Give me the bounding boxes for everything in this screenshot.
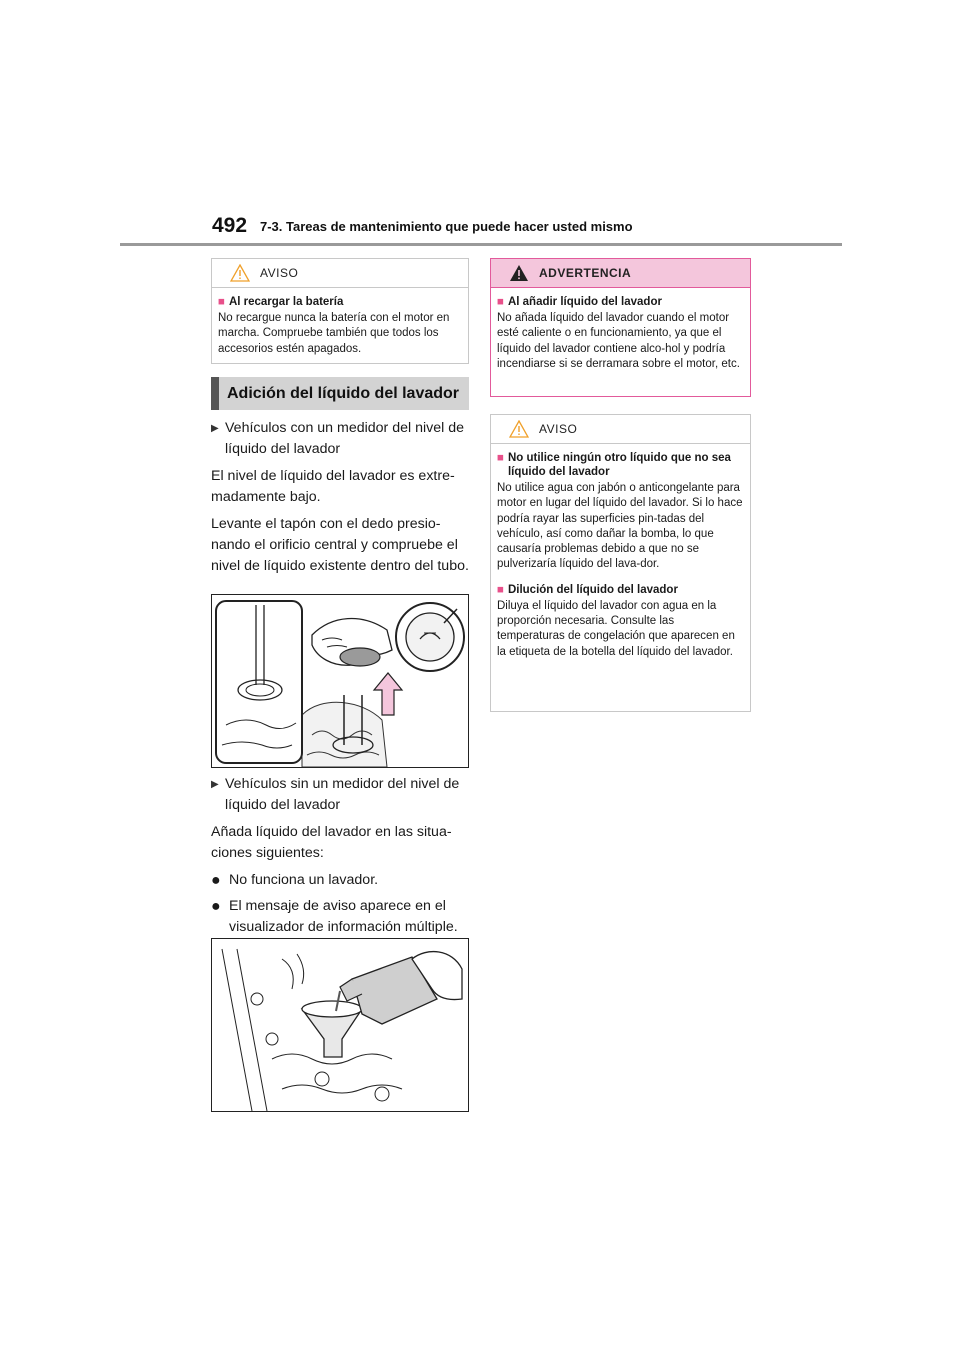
caution-subtitle: ■ Al recargar la batería — [218, 296, 344, 308]
bullet-dot-icon: ● — [211, 872, 221, 889]
caution-triangle-icon — [509, 420, 529, 438]
warning-subtitle: ■ Al añadir líquido del lavador — [497, 296, 662, 308]
bullet-washer-not-working: ● No funciona un lavador. — [211, 872, 379, 889]
caution-subtitle-other-fluid: ■ No utilice ningún otro líquido que no sea líquido del lavador — [497, 452, 731, 478]
illustration-gauge-cap — [211, 594, 469, 768]
caution-subtitle-dilution: ■ Dilución del líquido del lavador — [497, 583, 678, 596]
illustration-pouring-fluid — [211, 938, 469, 1112]
paragraph-level-low: El nivel de líquido del lavador es extre-madamente bajo. — [211, 468, 455, 505]
caution-label: AVISO — [539, 422, 578, 436]
caution-label: AVISO — [260, 266, 299, 280]
caution-box-fluid — [490, 414, 751, 712]
main-text-top — [211, 418, 471, 577]
section-title: 7-3. Tareas de mantenimiento que puede hacer usted mismo — [260, 219, 633, 234]
caution-header — [491, 415, 750, 444]
bullet-warning-message: ● El mensaje de aviso aparece en el visualizador de información múltiple. — [211, 896, 473, 938]
warning-triangle-icon — [509, 264, 529, 282]
arrow-bullet-icon: ▶ — [211, 779, 219, 790]
caution-text-dilution: Diluya el líquido del lavador con agua en la proporción necesaria. Consulte las temperaturas de congelación que aparecen en la etiqueta de la botella del líquido del lavador. — [497, 599, 735, 658]
warning-box — [490, 258, 751, 397]
list-item-with-gauge: ▶ Vehículos con un medidor del nivel de líquido del lavador — [211, 418, 471, 460]
main-text-bottom — [211, 774, 473, 938]
caution-box-battery — [211, 258, 469, 364]
warning-header — [491, 259, 750, 288]
page-number: 492 — [212, 214, 248, 237]
pouring-drawing — [212, 939, 468, 1111]
section-heading-band — [211, 377, 469, 410]
paragraph-situations: Añada líquido del lavador en las situa-ciones siguientes: — [211, 824, 452, 861]
caution-text-other-fluid: No utilice agua con jabón o anticongelante para motor en lugar del líquido del lavador. Si lo hace podría rayar las superficies pin-tadas del vehículo, así como dañar la bomba, lo que causaría problemas debido a que no se pulverizaría líquido del lava-dor. — [497, 482, 743, 571]
arrow-bullet-icon: ▶ — [211, 423, 219, 434]
header-divider — [120, 243, 842, 246]
warning-text: No añada líquido del lavador cuando el motor esté caliente o en funcionamiento, ya que el líquido del lavador contiene alco-hol y podría incendiarse si se derramara sobre el motor, etc. — [497, 312, 740, 370]
caution-text: No recargue nunca la batería con el motor en marcha. Compruebe también que todos los accesorios estén apagados. — [218, 312, 450, 355]
list-item-without-gauge: ▶ Vehículos sin un medidor del nivel de líquido del lavador — [211, 774, 473, 816]
warning-label: ADVERTENCIA — [539, 266, 632, 280]
caution-header — [212, 259, 468, 288]
caution-triangle-icon — [230, 264, 250, 282]
section-heading: Adición del líquido del lavador — [227, 384, 460, 402]
gauge-cap-drawing — [212, 595, 468, 767]
paragraph-check-level: Levante el tapón con el dedo presio-nando el orificio central y compruebe el nivel de líquido existente dentro del tubo. — [211, 516, 469, 574]
bullet-dot-icon: ● — [211, 898, 221, 915]
